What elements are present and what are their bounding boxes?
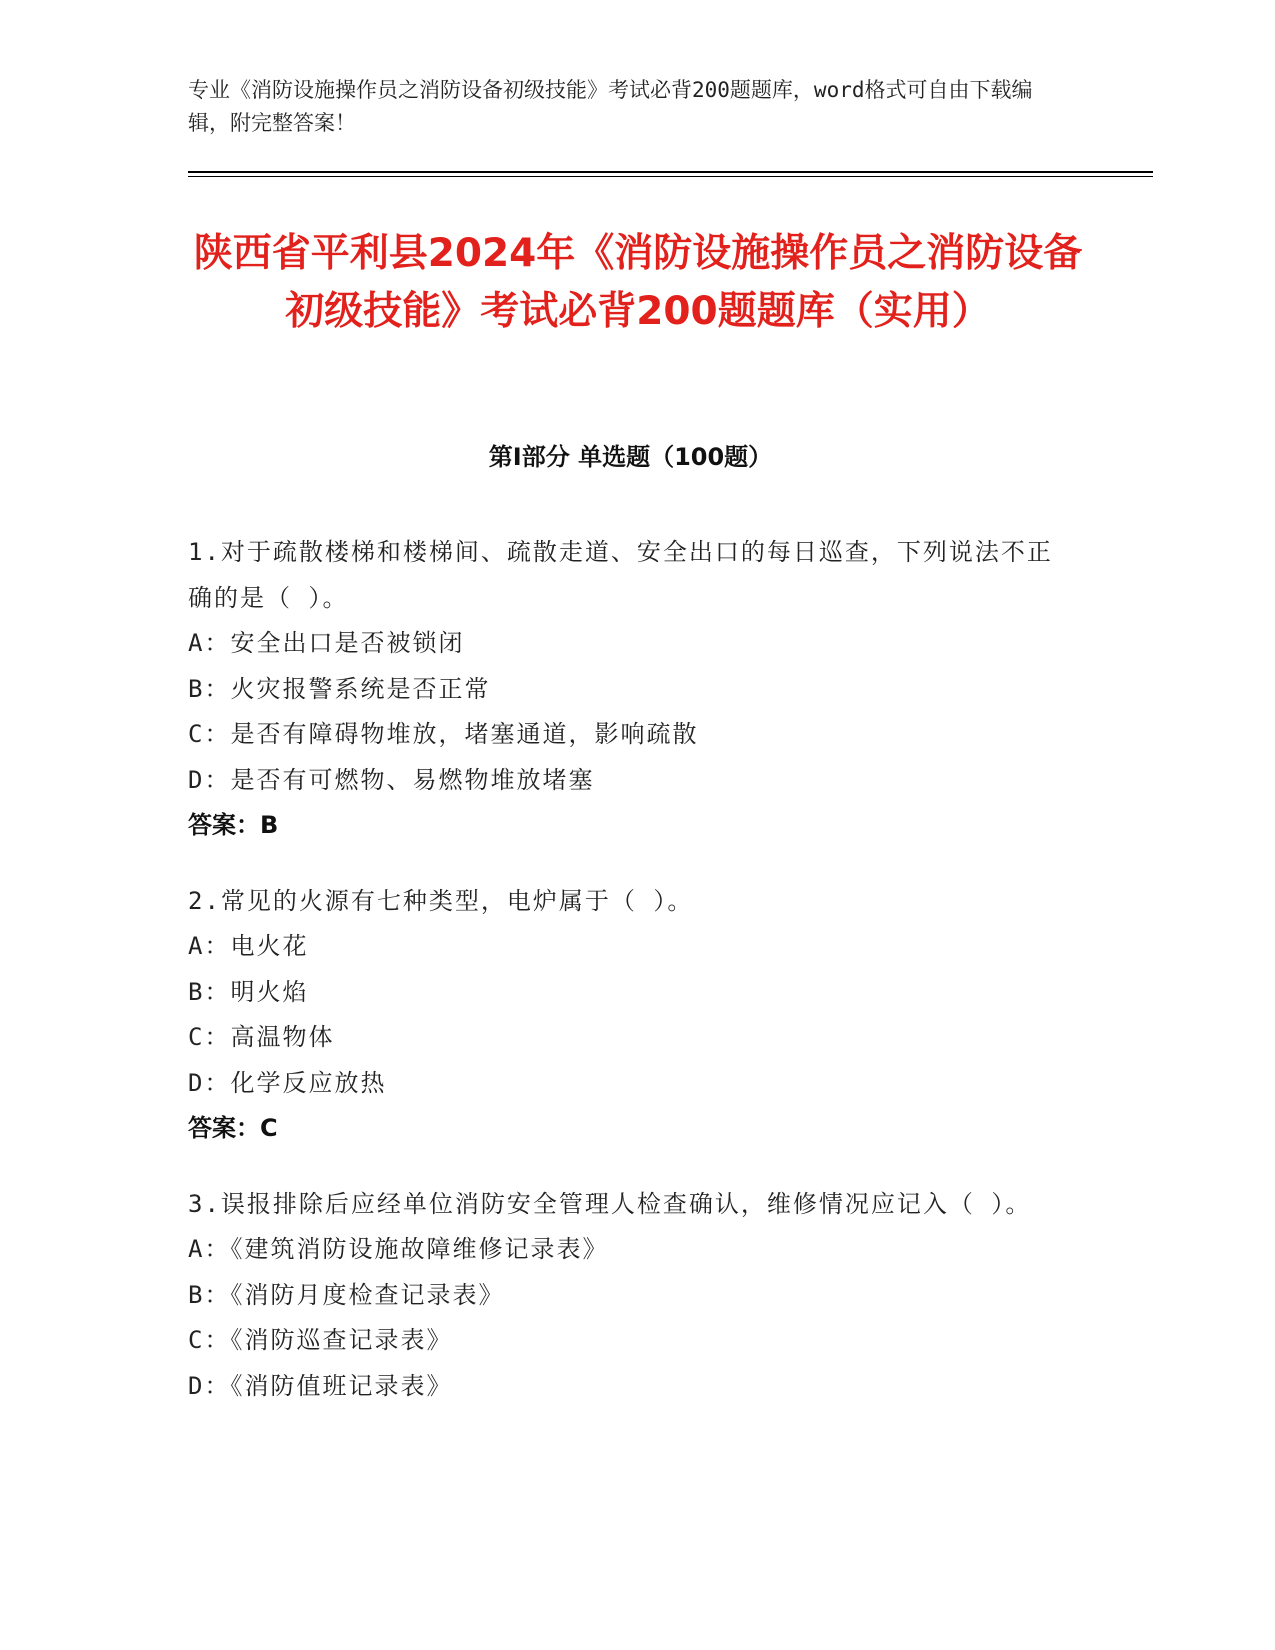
question-list xyxy=(188,530,1058,1439)
question-2 xyxy=(188,879,1058,1152)
question-stem: 3.误报排除后应经单位消防安全管理人检查确认，维修情况应记入（ ）。 xyxy=(188,1189,1032,1218)
header-note: 专业《消防设施操作员之消防设备初级技能》考试必背200题题库，word格式可自由下载编辑，附完整答案！ xyxy=(188,78,1033,135)
answer-line: 答案：B xyxy=(188,811,279,839)
option-c: C：《消防巡查记录表》 xyxy=(188,1326,453,1354)
answer-line: 答案：C xyxy=(188,1114,278,1142)
question-1 xyxy=(188,530,1058,849)
question-stem: 1.对于疏散楼梯和楼梯间、疏散走道、安全出口的每日巡查，下列说法不正确的是（ ）。 xyxy=(188,538,1053,612)
option-d: D：是否有可燃物、易燃物堆放堵塞 xyxy=(188,765,595,794)
option-a: A：安全出口是否被锁闭 xyxy=(188,629,465,657)
option-d: D：化学反应放热 xyxy=(188,1068,387,1097)
header-rule-top xyxy=(188,171,1153,173)
document-title: 陕西省平利县2024年《消防设施操作员之消防设备初级技能》考试必背200题题库（实用） xyxy=(193,231,1083,334)
section-heading: 第I部分 单选题（100题） xyxy=(488,443,773,471)
header-rule-bottom xyxy=(188,176,1153,177)
option-c: C：是否有障碍物堆放，堵塞通道，影响疏散 xyxy=(188,720,699,748)
question-3 xyxy=(188,1182,1058,1410)
option-a: A：电火花 xyxy=(188,932,309,960)
option-a: A：《建筑消防设施故障维修记录表》 xyxy=(188,1235,609,1263)
option-b: B：火灾报警系统是否正常 xyxy=(188,674,491,703)
option-b: B：明火焰 xyxy=(188,977,309,1006)
option-c: C：高温物体 xyxy=(188,1023,335,1051)
option-b: B：《消防月度检查记录表》 xyxy=(188,1280,505,1309)
question-stem: 2.常见的火源有七种类型，电炉属于（ ）。 xyxy=(188,886,694,915)
option-d: D：《消防值班记录表》 xyxy=(188,1371,453,1400)
